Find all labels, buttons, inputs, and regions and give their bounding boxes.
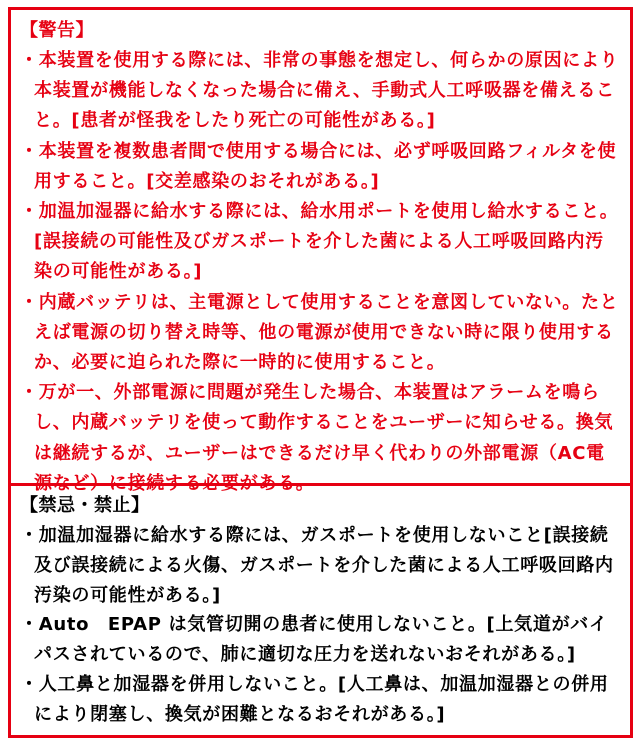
warning-item-2: ・本装置を複数患者間で使用する場合には、必ず呼吸回路フィルタを使用すること。[交差感染のおそれがある。] [20, 140, 617, 192]
warning-item-1: ・本装置を使用する際には、非常の事態を想定し、何らかの原因により本装置が機能しなくなった場合に備え、手動式人工呼吸器を備えること。[患者が怪我をしたり死亡の可能性がある。] [20, 50, 619, 132]
prohibition-section [11, 486, 630, 735]
prohibition-item-3: ・人工鼻と加湿器を併用しないこと。[人工鼻は、加温加湿器との併用により閉塞し、換気が困難となるおそれがある。] [20, 673, 609, 725]
prohibition-item-1: ・加温加湿器に給水する際には、ガスポートを使用しないこと[誤接続及び誤接続による火傷、ガスポートを介した菌による人工呼吸回路内汚染の可能性がある。] [20, 525, 614, 606]
warning-item-4: ・内蔵バッテリは、主電源として使用することを意図していない。たとえば電源の切り替え時等、他の電源が使用できない時に限り使用するか、必要に迫られた際に一時的に使用すること。 [20, 291, 619, 374]
warning-section [11, 10, 630, 494]
warning-item-5: ・万が一、外部電源に問題が発生した場合、本装置はアラームを鳴らし、内蔵バッテリを使って動作することをユーザーに知らせる。換気は継続するが、ユーザーはできるだけ早く代わりの外部電源（AC電源など）に接続する必要がある。 [20, 382, 614, 494]
notice-frame [8, 7, 633, 738]
prohibition-item-2: ・Auto EPAP は気管切開の患者に使用しないこと。[上気道がバイパスされているので、肺に適切な圧力を送れないおそれがある。] [20, 614, 608, 666]
warning-heading: 【警告】 [20, 20, 94, 41]
warning-item-3: ・加温加湿器に給水する際には、給水用ポートを使用し給水すること。[誤接続の可能性及びガスポートを介した菌による人工呼吸回路内汚染の可能性がある。] [20, 201, 619, 283]
prohibition-heading: 【禁忌・禁止】 [20, 495, 150, 516]
